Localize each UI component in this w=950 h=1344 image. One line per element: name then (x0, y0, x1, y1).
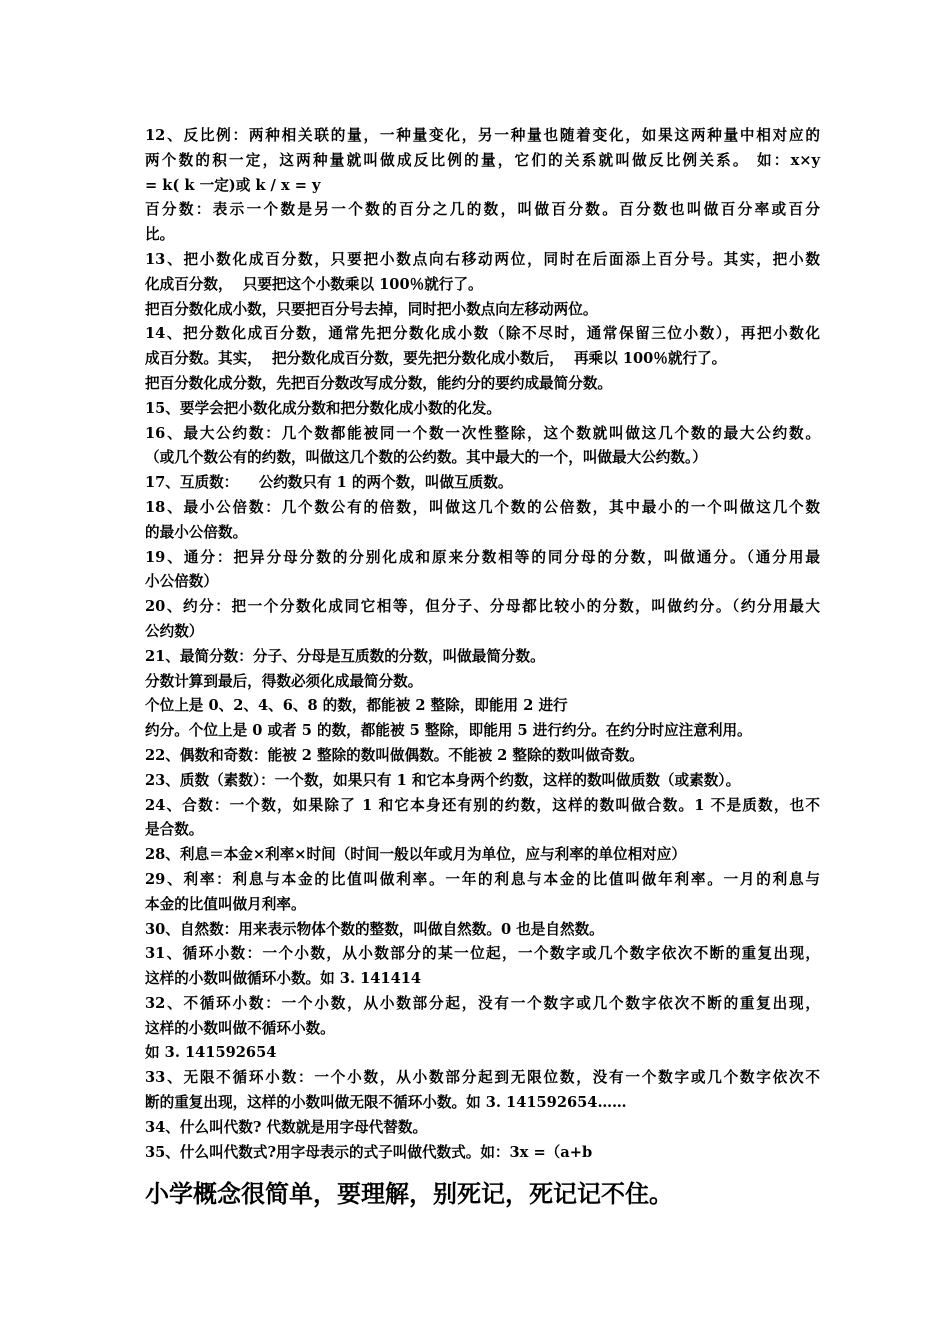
text-line: 如 3. 141592654 (145, 1044, 277, 1062)
text-line: 17、互质数： 公约数只有 1 的两个数，叫做互质数。 (145, 474, 513, 492)
text-line: 15、要学会把小数化成分数和把分数化成小数的化发。 (145, 399, 501, 417)
text-line: = k( k 一定)或 k / x = y (145, 176, 321, 194)
text-line: 把百分数化成分数，先把百分数改写成分数，能约分的要约成最简分数。 (145, 374, 613, 392)
text-line: 33、无限不循环小数：一个小数，从小数部分起到无限位数，没有一个数字或几个数字依次不 (145, 1069, 820, 1087)
text-line: 两个数的积一定，这两种量就叫做成反比例的量，它们的关系就叫做反比例关系。 如：x×y (145, 151, 820, 169)
text-line: 成百分数。其实， 把分数化成百分数，要先把分数化成小数后， 再乘以 100％就行了。 (145, 350, 727, 368)
text-line: 是合数。 (145, 821, 204, 839)
text-line: 14、把分数化成百分数，通常先把分数化成小数（除不尽时，通常保留三位小数），再把小数化 (145, 325, 820, 343)
text-line: 28、利息＝本金×利率×时间（时间一般以年或月为单位，应与利率的单位相对应） (145, 846, 686, 864)
document-body (145, 124, 820, 1165)
text-line: 约分。个位上是 0 或者 5 的数，都能被 5 整除，即能用 5 进行约分。在约分时应注意利用。 (145, 722, 752, 740)
text-line: 19、通分：把异分母分数的分别化成和原来分数相等的同分母的分数，叫做通分。（通分用最 (145, 548, 820, 566)
text-line: 本金的比值叫做月利率。 (145, 895, 306, 913)
text-line: 的最小公倍数。 (145, 523, 248, 541)
text-line: 把百分数化成小数，只要把百分号去掉，同时把小数点向左移动两位。 (145, 300, 598, 318)
text-line: 29、利率：利息与本金的比值叫做利率。一年的利息与本金的比值叫做年利率。一月的利息与 (145, 870, 820, 888)
text-line: 化成百分数， 只要把这个小数乘以 100％就行了。 (145, 275, 483, 293)
text-line: 12、反比例：两种相关联的量，一种量变化，另一种量也随着变化，如果这两种量中相对应的 (145, 127, 820, 144)
text-line: 21、最简分数：分子、分母是互质数的分数，叫做最简分数。 (145, 647, 545, 665)
text-line: 23、质数（素数）：一个数，如果只有 1 和它本身两个约数，这样的数叫做质数（或素数）。 (145, 771, 741, 789)
text-line: 32、不循环小数：一个小数，从小数部分起，没有一个数字或几个数字依次不断的重复出现， (145, 994, 820, 1012)
text-line: 35、什么叫代数式?用字母表示的式子叫做代数式。如：3x =（a+b (145, 1143, 593, 1161)
closing-remark: 小学概念很简单，要理解，别死记，死记记不住。 (145, 1180, 673, 1208)
text-line: 这样的小数叫做循环小数。如 3. 141414 (145, 970, 422, 988)
text-line: 百分数：表示一个数是另一个数的百分之几的数，叫做百分数。百分数也叫做百分率或百分 (145, 201, 820, 219)
text-line: 20、约分：把一个分数化成同它相等，但分子、分母都比较小的分数，叫做约分。（约分用最大 (145, 598, 820, 616)
text-line: 比。 (145, 226, 175, 244)
text-line: 小公倍数） (145, 573, 218, 591)
text-line: 31、循环小数：一个小数，从小数部分的某一位起，一个数字或几个数字依次不断的重复出现， (145, 945, 820, 963)
text-line: 13、把小数化成百分数，只要把小数点向右移动两位，同时在后面添上百分号。其实，把小数 (145, 250, 820, 268)
text-line: （或几个数公有的约数，叫做这几个数的公约数。其中最大的一个，叫做最大公约数。） (145, 449, 707, 467)
text-line: 24、合数：一个数，如果除了 1 和它本身还有别的约数，这样的数叫做合数。1 不是质数，也不 (145, 796, 820, 814)
text-line: 16、最大公约数：几个数都能被同一个数一次性整除，这个数就叫做这几个数的最大公约数。 (145, 424, 820, 442)
text-line: 18、最小公倍数：几个数公有的倍数，叫做这几个数的公倍数，其中最小的一个叫做这几个数 (145, 498, 820, 516)
text-line: 这样的小数叫做不循环小数。 (145, 1019, 335, 1037)
text-line: 断的重复出现，这样的小数叫做无限不循环小数。如 3. 141592654…… (145, 1094, 627, 1112)
text-line: 30、自然数：用来表示物体个数的整数，叫做自然数。0 也是自然数。 (145, 920, 604, 938)
text-line: 34、什么叫代数? 代数就是用字母代替数。 (145, 1118, 428, 1136)
text-line: 分数计算到最后，得数必须化成最简分数。 (145, 672, 423, 690)
text-line: 公约数） (145, 622, 204, 640)
text-line: 22、偶数和奇数：能被 2 整除的数叫做偶数。不能被 2 整除的数叫做奇数。 (145, 746, 644, 764)
text-line: 个位上是 0、2、4、6、8 的数，都能被 2 整除，即能用 2 进行 (145, 697, 568, 715)
